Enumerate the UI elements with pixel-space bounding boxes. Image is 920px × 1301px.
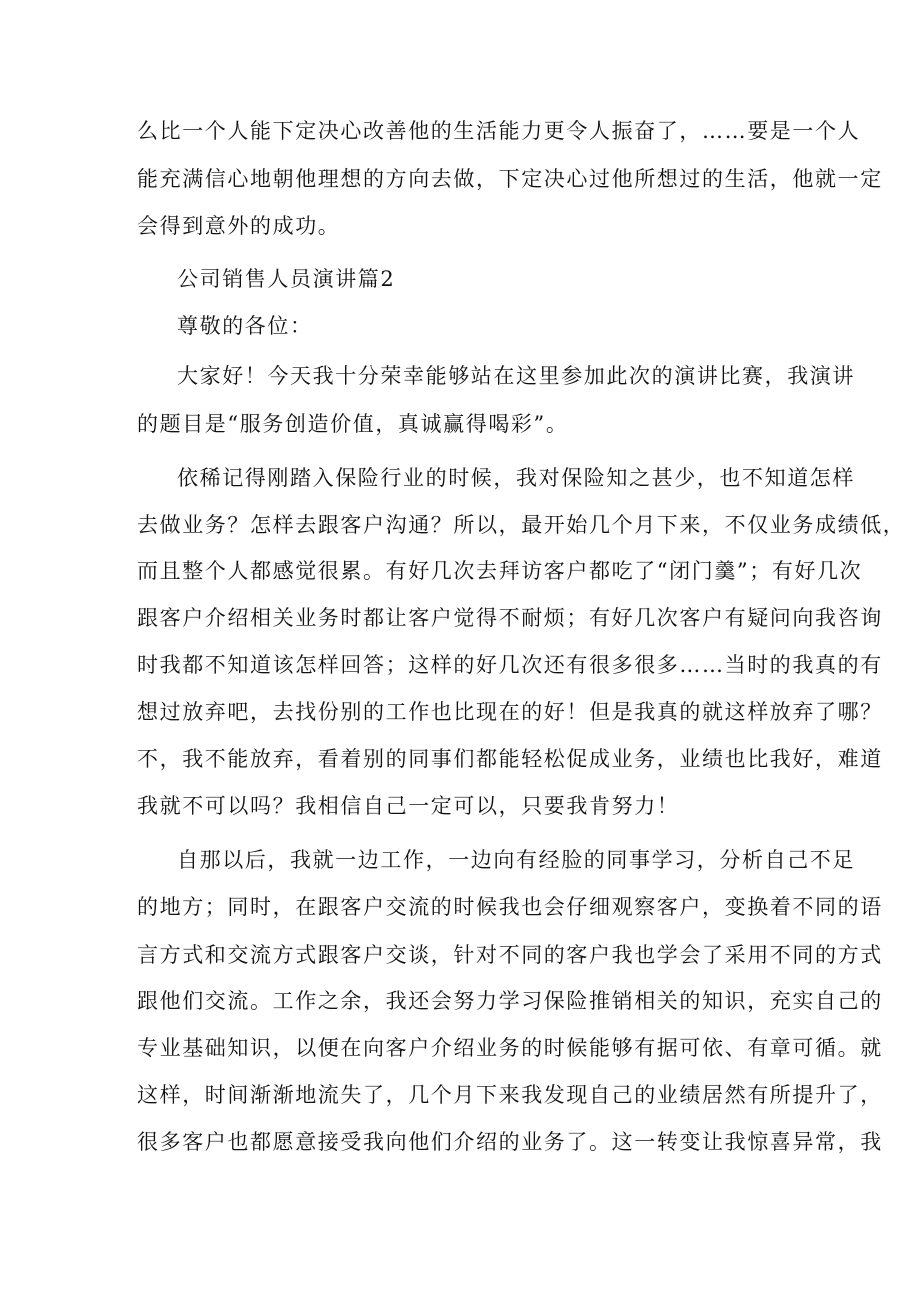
text-line: 跟客户介绍相关业务时都让客户觉得不耐烦；有好几次客户有疑问向我咨询 (137, 606, 883, 630)
salutation: 尊敬的各位： (177, 314, 313, 338)
section-heading: 公司销售人员演讲篇2 (177, 267, 396, 291)
text-line: 依稀记得刚踏入保险行业的时候，我对保险知之甚少，也不知道怎样 (177, 466, 855, 490)
text-line: 会得到意外的成功。 (137, 214, 341, 238)
text-line: 言方式和交流方式跟客户交谈，针对不同的客户我也学会了采用不同的方式 (137, 943, 883, 967)
text-line: 能充满信心地朝他理想的方向去做，下定决心过他所想过的生活，他就一定 (137, 167, 883, 191)
text-line: 而且整个人都感觉很累。有好几次去拜访客户都吃了“闭门羹”；有好几次 (137, 559, 863, 583)
text-line: 大家好！今天我十分荣幸能够站在这里参加此次的演讲比赛，我演讲 (177, 364, 855, 388)
text-line: 不，我不能放弃，看着别的同事们都能轻松促成业务，业绩也比我好，难道 (137, 747, 883, 771)
text-line: 专业基础知识，以便在向客户介绍业务的时候能够有据可依、有章可循。就 (137, 1036, 883, 1060)
text-line: 的题目是“服务创造价值，真诚赢得喝彩”。 (137, 412, 569, 436)
text-line: 的地方；同时，在跟客户交流的时候我也会仔细观察客户，变换着不同的语 (137, 895, 883, 919)
text-line: 这样，时间渐渐地流失了，几个月下来我发现自己的业绩居然有所提升了， (137, 1083, 883, 1107)
text-line: 时我都不知道该怎样回答；这样的好几次还有很多很多……当时的我真的有 (137, 653, 883, 677)
text-line: 我就不可以吗？我相信自己一定可以，只要我肯努力！ (137, 794, 680, 818)
text-line: 么比一个人能下定决心改善他的生活能力更令人振奋了，……要是一个人 (137, 119, 861, 143)
text-line: 很多客户也都愿意接受我向他们介绍的业务了。这一转变让我惊喜异常，我 (137, 1130, 883, 1154)
text-line: 自那以后，我就一边工作，一边向有经脸的同事学习，分析自己不足 (177, 848, 855, 872)
text-line: 去做业务？怎样去跟客户沟通？所以，最开始几个月下来，不仅业务成绩低， (137, 513, 906, 537)
text-line: 跟他们交流。工作之余，我还会努力学习保险推销相关的知识，充实自己的 (137, 989, 883, 1013)
text-line: 想过放弃吧，去找份别的工作也比现在的好！但是我真的就这样放弃了哪？ (137, 700, 883, 724)
